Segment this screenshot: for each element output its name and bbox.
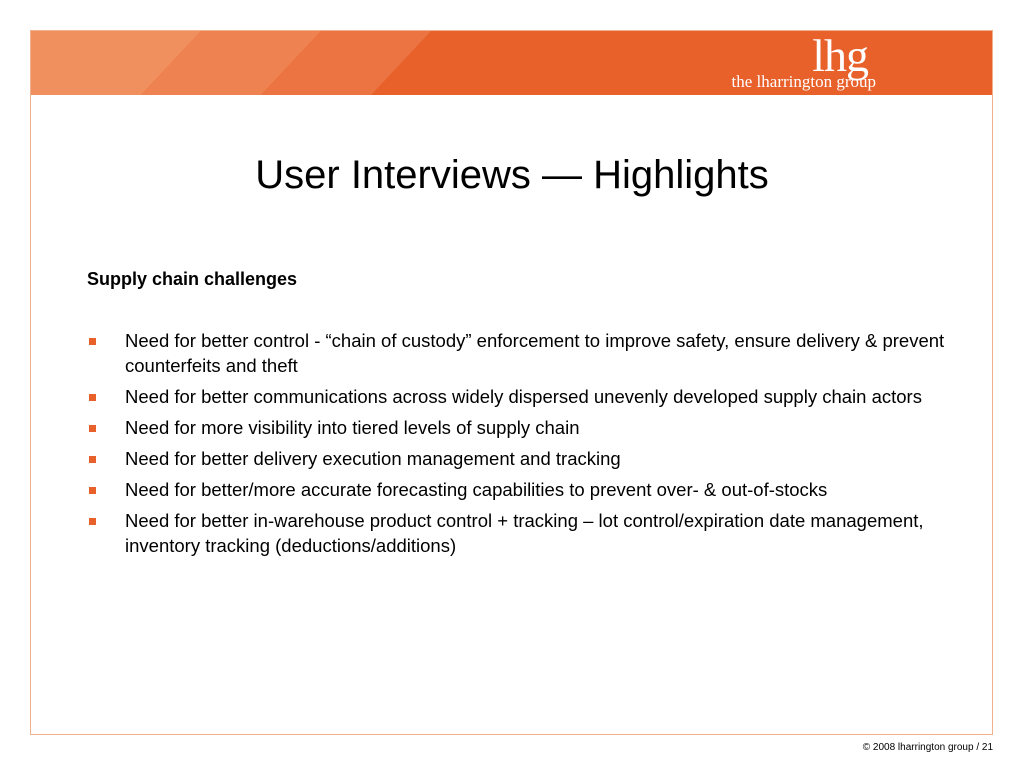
bullet-text: Need for better communications across widely dispersed unevenly developed supply chain actors bbox=[125, 386, 922, 407]
bullet-square-icon bbox=[89, 338, 96, 345]
slide-title: User Interviews — Highlights bbox=[255, 153, 769, 197]
bullet-square-icon bbox=[89, 394, 96, 401]
bullet-square-icon bbox=[89, 518, 96, 525]
bullet-square-icon bbox=[89, 456, 96, 463]
bullet-item bbox=[87, 508, 957, 558]
bullet-square-icon bbox=[89, 425, 96, 432]
bullet-square-icon bbox=[89, 487, 96, 494]
bullet-text: Need for better delivery execution management and tracking bbox=[125, 448, 621, 469]
bullet-text: Need for more visibility into tiered levels of supply chain bbox=[125, 417, 580, 438]
section-heading: Supply chain challenges bbox=[87, 269, 298, 289]
bullet-item bbox=[87, 477, 957, 502]
bullet-list bbox=[87, 328, 957, 564]
bullet-item bbox=[87, 384, 957, 409]
bullet-item bbox=[87, 446, 957, 471]
logo-name: the lharrington group bbox=[731, 72, 876, 91]
bullet-text: Need for better control - “chain of custody” enforcement to improve safety, ensure delivery & prevent counterfeits and theft bbox=[125, 330, 945, 376]
bullet-text: Need for better/more accurate forecasting capabilities to prevent over- & out-of-stocks bbox=[125, 479, 828, 500]
company-logo bbox=[696, 33, 876, 93]
header-band bbox=[31, 31, 992, 95]
bullet-item bbox=[87, 415, 957, 440]
bullet-item bbox=[87, 328, 957, 378]
logo-mark: lhg bbox=[812, 31, 868, 81]
footer-copyright: © 2008 lharrington group / 21 bbox=[862, 742, 993, 753]
bullet-text: Need for better in-warehouse product control + tracking – lot control/expiration date management, inventory tracking (deductions/additions) bbox=[125, 510, 924, 556]
